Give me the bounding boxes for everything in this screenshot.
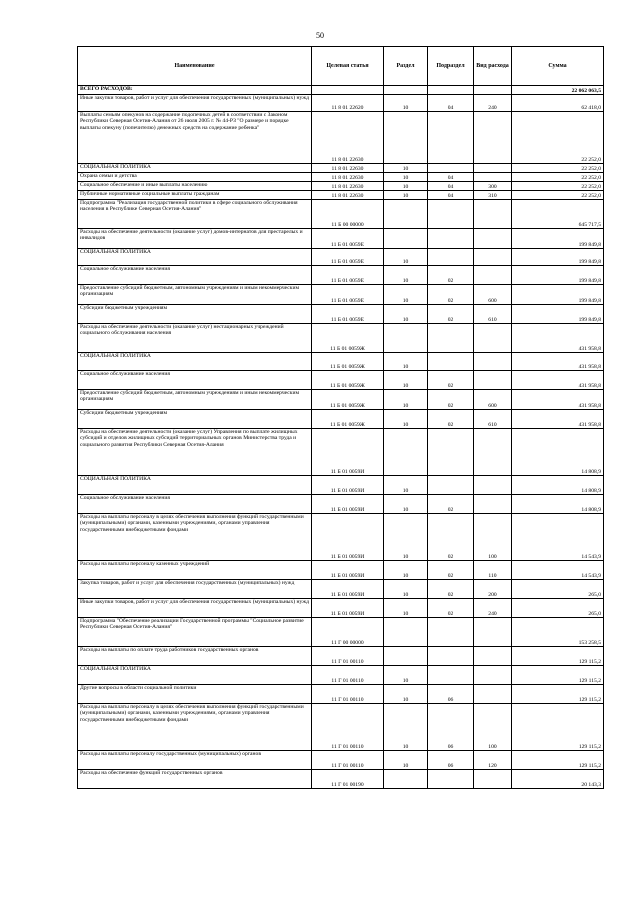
table-row	[78, 285, 604, 305]
table-row	[78, 191, 604, 200]
cell-subsection	[428, 164, 474, 173]
table-row	[78, 371, 604, 390]
cell-section: 10	[384, 371, 428, 390]
cell-subsection	[428, 353, 474, 371]
cell-target: 11 Б 00 00000	[312, 200, 384, 229]
cell-kind: 110	[474, 561, 512, 580]
cell-subsection	[428, 229, 474, 249]
cell-subsection: 02	[428, 561, 474, 580]
cell-name: Социальное обеспечение и иные выплаты населению	[78, 182, 312, 191]
cell-target: 11 Б 01 0059Е	[312, 305, 384, 324]
cell-sum: 199 849,8	[512, 305, 604, 324]
cell-name: Субсидии бюджетным учреждениям	[78, 410, 312, 429]
cell-sum: 22 252,0	[512, 182, 604, 191]
cell-kind	[474, 164, 512, 173]
cell-target: 11 Б 01 0059И	[312, 514, 384, 561]
cell-name: Социальное обслуживание населения	[78, 371, 312, 390]
cell-section: 10	[384, 476, 428, 495]
cell-target: 11 Г 01 00190	[312, 770, 384, 789]
cell-kind	[474, 685, 512, 704]
cell-sum: 22 252,0	[512, 164, 604, 173]
cell-target: 11 Г 01 00110	[312, 685, 384, 704]
cell-subsection: 02	[428, 599, 474, 618]
cell-section: 10	[384, 266, 428, 285]
cell-sum: 62 418,0	[512, 95, 604, 112]
cell-name: Расходы на выплаты персоналу государственных (муниципальных) органов	[78, 751, 312, 770]
cell-subsection: 02	[428, 305, 474, 324]
cell-target: 11 8 01 22630	[312, 164, 384, 173]
cell-name: СОЦИАЛЬНАЯ ПОЛИТИКА	[78, 666, 312, 685]
cell-target: 11 Б 01 0059Е	[312, 229, 384, 249]
table-row	[78, 704, 604, 751]
cell-sum: 14 808,9	[512, 495, 604, 514]
cell-subsection: 04	[428, 191, 474, 200]
cell-subsection: 06	[428, 751, 474, 770]
cell-section: 10	[384, 173, 428, 182]
cell-name: Расходы на обеспечение деятельности (оказание услуг) Управления по выплате жилищных субсидий и отделов жилищных субсидий территориальных органов Министерства труда и социального развития Республики Северная Осетия-Алания	[78, 429, 312, 476]
table-row	[78, 353, 604, 371]
cell-target: 11 8 01 22630	[312, 191, 384, 200]
cell-sum: 199 849,8	[512, 285, 604, 305]
cell-sum: 129 115,2	[512, 666, 604, 685]
cell-section: 10	[384, 495, 428, 514]
cell-target: 11 Б 01 0059Ж	[312, 410, 384, 429]
cell-kind	[474, 495, 512, 514]
cell-section: 10	[384, 704, 428, 751]
cell-kind: 610	[474, 305, 512, 324]
cell-sum: 14 543,9	[512, 514, 604, 561]
cell-section: 10	[384, 164, 428, 173]
cell-kind: 200	[474, 580, 512, 599]
cell-name: Иные закупки товаров, работ и услуг для обеспечения государственных (муниципальных) нужд	[78, 599, 312, 618]
cell-sum: 14 543,9	[512, 561, 604, 580]
cell-name: Охрана семьи и детства	[78, 173, 312, 182]
table-row	[78, 173, 604, 182]
cell-section: 10	[384, 751, 428, 770]
cell-name: Предоставление субсидий бюджетным, автономным учреждениям и иным некоммерческим организациям	[78, 390, 312, 410]
cell-subsection	[428, 249, 474, 266]
cell-kind	[474, 173, 512, 182]
cell-target: 11 Б 01 0059И	[312, 495, 384, 514]
cell-sum: 129 115,2	[512, 685, 604, 704]
cell-section: 10	[384, 305, 428, 324]
table-row	[78, 266, 604, 285]
table-row	[78, 305, 604, 324]
cell-name: Подпрограмма "Реализация государственной политики в сфере социального обслуживания населения в Республике Северная Осетия-Алания"	[78, 200, 312, 229]
cell-kind	[474, 229, 512, 249]
cell-kind: 100	[474, 514, 512, 561]
cell-sum: 14 808,9	[512, 429, 604, 476]
table-body	[78, 86, 604, 789]
table-row	[78, 86, 604, 95]
cell-target: 11 Б 01 0059И	[312, 476, 384, 495]
cell-sum: 431 958,8	[512, 324, 604, 353]
table-row	[78, 647, 604, 666]
cell-kind	[474, 371, 512, 390]
table-row	[78, 429, 604, 476]
cell-target: 11 Г 01 00110	[312, 704, 384, 751]
cell-section: 10	[384, 580, 428, 599]
cell-kind	[474, 249, 512, 266]
cell-sum: 199 849,8	[512, 229, 604, 249]
page-number: 50	[316, 31, 324, 40]
table-row	[78, 112, 604, 164]
cell-section	[384, 647, 428, 666]
cell-kind	[474, 266, 512, 285]
cell-target: 11 8 01 22630	[312, 112, 384, 164]
cell-kind	[474, 666, 512, 685]
cell-section: 10	[384, 666, 428, 685]
table-row	[78, 324, 604, 353]
cell-target: 11 Б 01 0059Е	[312, 285, 384, 305]
cell-name: Расходы на выплаты персоналу в целях обеспечения выполнения функций государственными (муниципальными) органами, казенными учреждениями, органами управления государственными внебюджетными фондами	[78, 704, 312, 751]
cell-section	[384, 618, 428, 647]
cell-name: СОЦИАЛЬНАЯ ПОЛИТИКА	[78, 249, 312, 266]
cell-kind	[474, 618, 512, 647]
cell-kind	[474, 770, 512, 789]
cell-subsection: 06	[428, 704, 474, 751]
cell-target: 11 Г 01 00110	[312, 647, 384, 666]
table-row	[78, 666, 604, 685]
cell-subsection: 02	[428, 495, 474, 514]
cell-section: 10	[384, 390, 428, 410]
cell-sum: 153 258,5	[512, 618, 604, 647]
cell-subsection: 02	[428, 410, 474, 429]
header-subsection: Подраздел	[428, 47, 474, 86]
cell-sum: 129 115,2	[512, 751, 604, 770]
cell-subsection: 02	[428, 266, 474, 285]
table-row	[78, 495, 604, 514]
cell-sum: 129 115,2	[512, 647, 604, 666]
cell-section: 10	[384, 353, 428, 371]
cell-section	[384, 200, 428, 229]
table-row	[78, 618, 604, 647]
table-row	[78, 751, 604, 770]
cell-section: 10	[384, 285, 428, 305]
cell-kind: 600	[474, 390, 512, 410]
cell-subsection	[428, 429, 474, 476]
cell-section: 10	[384, 561, 428, 580]
cell-sum: 431 958,8	[512, 371, 604, 390]
cell-name: Расходы на обеспечение функций государственных органов	[78, 770, 312, 789]
cell-name: Предоставление субсидий бюджетным, автономным учреждениям и иным некоммерческим организациям	[78, 285, 312, 305]
cell-sum: 431 958,8	[512, 410, 604, 429]
cell-target: 11 Б 01 0059И	[312, 580, 384, 599]
cell-name: Субсидии бюджетным учреждениям	[78, 305, 312, 324]
header-section: Раздел	[384, 47, 428, 86]
cell-sum: 22 062 063,5	[512, 86, 604, 95]
cell-target: 11 Б 01 0059Е	[312, 249, 384, 266]
table-row	[78, 229, 604, 249]
cell-subsection: 02	[428, 390, 474, 410]
budget-table	[77, 46, 604, 789]
cell-subsection: 02	[428, 514, 474, 561]
cell-target: 11 Б 01 0059И	[312, 599, 384, 618]
cell-section	[384, 112, 428, 164]
cell-target: 11 Б 01 0059Ж	[312, 324, 384, 353]
cell-name: Социальное обслуживание населения	[78, 266, 312, 285]
cell-subsection: 04	[428, 95, 474, 112]
cell-name: Иные закупки товаров, работ и услуг для обеспечения государственных (муниципальных) нужд	[78, 95, 312, 112]
cell-target	[312, 86, 384, 95]
cell-sum: 22 252,0	[512, 173, 604, 182]
table-row	[78, 410, 604, 429]
cell-kind	[474, 112, 512, 164]
table-row	[78, 476, 604, 495]
header-name: Наименование	[78, 47, 312, 86]
cell-sum: 645 717,5	[512, 200, 604, 229]
cell-subsection: 04	[428, 182, 474, 191]
cell-sum: 199 849,8	[512, 249, 604, 266]
cell-kind: 100	[474, 704, 512, 751]
cell-name: СОЦИАЛЬНАЯ ПОЛИТИКА	[78, 164, 312, 173]
cell-section: 10	[384, 599, 428, 618]
table-row	[78, 770, 604, 789]
table-row	[78, 95, 604, 112]
cell-target: 11 Б 01 0059И	[312, 561, 384, 580]
cell-name: Расходы на обеспечение деятельности (оказание услуг) нестационарных учреждений социального обслуживания населения	[78, 324, 312, 353]
cell-section	[384, 229, 428, 249]
cell-name: Выплаты семьям опекунов на содержание подопечных детей в соответствии с Законом Республики Северная Осетия-Алания от 26 июля 2005 г. № 44-РЗ "О размере и порядке выплаты опекуну (попечителю) денежных средств на содержание ребенка"	[78, 112, 312, 164]
cell-kind	[474, 429, 512, 476]
table-row	[78, 182, 604, 191]
cell-kind: 610	[474, 410, 512, 429]
cell-sum: 265,0	[512, 599, 604, 618]
cell-target: 11 Б 01 0059Ж	[312, 371, 384, 390]
cell-section: 10	[384, 182, 428, 191]
cell-kind: 120	[474, 751, 512, 770]
cell-section: 10	[384, 410, 428, 429]
header-sum: Сумма	[512, 47, 604, 86]
cell-name: Подпрограмма "Обеспечение реализации Государственной программы "Социальное развитие Республики Северная Осетия-Алания"	[78, 618, 312, 647]
cell-name: Другие вопросы в области социальной политики	[78, 685, 312, 704]
cell-kind: 300	[474, 182, 512, 191]
cell-section	[384, 429, 428, 476]
header-target: Целевая статья	[312, 47, 384, 86]
cell-name: ВСЕГО РАСХОДОВ:	[78, 86, 312, 95]
cell-subsection: 02	[428, 285, 474, 305]
cell-subsection: 02	[428, 580, 474, 599]
cell-target: 11 8 01 22630	[312, 182, 384, 191]
cell-section: 10	[384, 514, 428, 561]
cell-section: 10	[384, 249, 428, 266]
cell-target: 11 8 01 22620	[312, 95, 384, 112]
table-row	[78, 599, 604, 618]
cell-kind	[474, 476, 512, 495]
cell-name: Публичные нормативные социальные выплаты гражданам	[78, 191, 312, 200]
cell-sum: 431 958,8	[512, 353, 604, 371]
table-row	[78, 514, 604, 561]
cell-kind	[474, 353, 512, 371]
cell-subsection	[428, 618, 474, 647]
cell-kind: 240	[474, 599, 512, 618]
table-header-row	[78, 47, 604, 86]
cell-subsection: 02	[428, 371, 474, 390]
table-row	[78, 580, 604, 599]
header-kind: Вид расхода	[474, 47, 512, 86]
cell-sum: 14 808,9	[512, 476, 604, 495]
table-row	[78, 390, 604, 410]
cell-subsection	[428, 112, 474, 164]
cell-name: СОЦИАЛЬНАЯ ПОЛИТИКА	[78, 476, 312, 495]
cell-name: СОЦИАЛЬНАЯ ПОЛИТИКА	[78, 353, 312, 371]
cell-name: Расходы на выплаты по оплате труда работников государственных органов	[78, 647, 312, 666]
table-row	[78, 200, 604, 229]
cell-name: Расходы на выплаты персоналу в целях обеспечения выполнения функций государственными (муниципальными) органами, казенными учреждениями, органами управления государственными внебюджетными фондами	[78, 514, 312, 561]
cell-subsection	[428, 476, 474, 495]
cell-subsection	[428, 86, 474, 95]
cell-section	[384, 324, 428, 353]
cell-sum: 199 849,8	[512, 266, 604, 285]
table-row	[78, 164, 604, 173]
cell-subsection	[428, 324, 474, 353]
cell-target: 11 8 01 22630	[312, 173, 384, 182]
cell-sum: 20 143,3	[512, 770, 604, 789]
cell-name: Закупка товаров, работ и услуг для обеспечения государственных (муниципальных) нужд	[78, 580, 312, 599]
table-row	[78, 561, 604, 580]
cell-target: 11 Б 01 0059И	[312, 429, 384, 476]
cell-subsection: 04	[428, 173, 474, 182]
cell-kind	[474, 200, 512, 229]
cell-target: 11 Г 00 00000	[312, 618, 384, 647]
cell-subsection	[428, 200, 474, 229]
cell-sum: 22 252,0	[512, 191, 604, 200]
cell-section	[384, 770, 428, 789]
cell-target: 11 Б 01 0059Ж	[312, 353, 384, 371]
cell-name: Социальное обслуживание населения	[78, 495, 312, 514]
cell-kind: 310	[474, 191, 512, 200]
cell-sum: 129 115,2	[512, 704, 604, 751]
cell-subsection: 06	[428, 685, 474, 704]
cell-kind	[474, 324, 512, 353]
cell-section	[384, 86, 428, 95]
cell-kind	[474, 647, 512, 666]
cell-section: 10	[384, 191, 428, 200]
cell-target: 11 Г 01 00110	[312, 666, 384, 685]
table-row	[78, 249, 604, 266]
cell-kind: 600	[474, 285, 512, 305]
cell-name: Расходы на обеспечение деятельности (оказание услуг) домов-интернатов для престарелых и инвалидов	[78, 229, 312, 249]
cell-subsection	[428, 770, 474, 789]
table-row	[78, 685, 604, 704]
cell-sum: 265,0	[512, 580, 604, 599]
cell-sum: 431 958,8	[512, 390, 604, 410]
cell-kind	[474, 86, 512, 95]
cell-subsection	[428, 647, 474, 666]
cell-section: 10	[384, 95, 428, 112]
cell-name: Расходы на выплаты персоналу казенных учреждений	[78, 561, 312, 580]
cell-sum: 22 252,0	[512, 112, 604, 164]
cell-kind: 240	[474, 95, 512, 112]
cell-subsection	[428, 666, 474, 685]
cell-target: 11 Б 01 0059Е	[312, 266, 384, 285]
cell-target: 11 Г 01 00110	[312, 751, 384, 770]
cell-section: 10	[384, 685, 428, 704]
cell-target: 11 Б 01 0059Ж	[312, 390, 384, 410]
